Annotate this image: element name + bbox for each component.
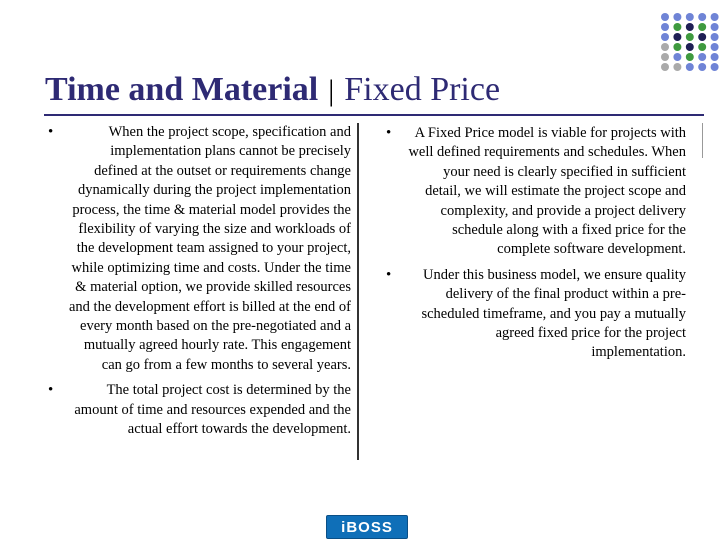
iboss-logo [326,515,408,539]
bullet-icon: • [386,125,392,141]
title-separator: | [328,74,335,107]
decor-dot [661,13,669,21]
decor-dot [661,53,669,61]
decor-dot [711,43,719,51]
decor-dot [673,13,681,21]
list-item [46,123,351,375]
decor-dot [711,63,719,71]
bullet-text: When the project scope, specification and implementation plans cannot be precisely defined at the outset or requirements change dynamically during the project implementation process, the time & material model provides the flexibility of varying the size and workloads of the development team assigned to your project, while optimizing time and costs. Under the time & material option, we provide skilled resources and the development effort is billed at the end of every month based on the pre-negotiated and a mutually agreed hourly rate. This engagement can go from a few months to several years. [69,124,351,373]
decor-dot [673,63,681,71]
decor-dot [711,33,719,41]
logo-text: iBOSS [341,518,393,536]
decor-dot [686,43,694,51]
decor-dot [686,13,694,21]
title-fixed-price: Fixed Price [344,71,501,108]
decor-dot [673,43,681,51]
decor-dot [661,23,669,31]
decor-dot [673,53,681,61]
decor-dot [698,13,706,21]
decor-dot [661,63,669,71]
title-underline [44,114,704,116]
decor-dot [711,23,719,31]
decor-dot [698,63,706,71]
bullet-text: Under this business model, we ensure quality delivery of the final product within a pre-scheduled timeframe, and you pay a mutually agreed fixed price for the project implementation. [421,266,686,361]
right-edge-divider [702,123,703,158]
title-time-and-material: Time and Material [45,71,319,108]
decor-dot [661,33,669,41]
bullet-text: The total project cost is determined by the amount of time and resources expended and the actual effort towards the development. [74,382,351,438]
list-item [46,381,351,439]
decor-dot [686,33,694,41]
decor-dot [673,33,681,41]
bullet-icon: • [48,124,54,140]
fixed-price-column [384,124,686,369]
time-and-material-column [46,123,351,446]
decor-dot [698,43,706,51]
decor-dot [698,23,706,31]
decorative-dot-grid-icon [658,12,722,72]
bullet-icon: • [386,266,392,283]
list-item [384,266,686,363]
decor-dot [698,33,706,41]
decor-dot [711,53,719,61]
bullet-text: A Fixed Price model is viable for projects with well defined requirements and schedules. When your need is clearly specified in sufficient detail, we will estimate the project scope and complexity, and provide a project delivery schedule along with a fixed price for the complete software development. [408,125,686,258]
column-divider [357,123,359,460]
decor-dot [686,63,694,71]
list-item [384,124,686,260]
bullet-icon: • [48,382,54,399]
decor-dot [711,13,719,21]
decor-dot [661,43,669,51]
page-title [45,70,500,111]
decor-dot [686,23,694,31]
decor-dot [686,53,694,61]
decor-dot [673,23,681,31]
decor-dot [698,53,706,61]
